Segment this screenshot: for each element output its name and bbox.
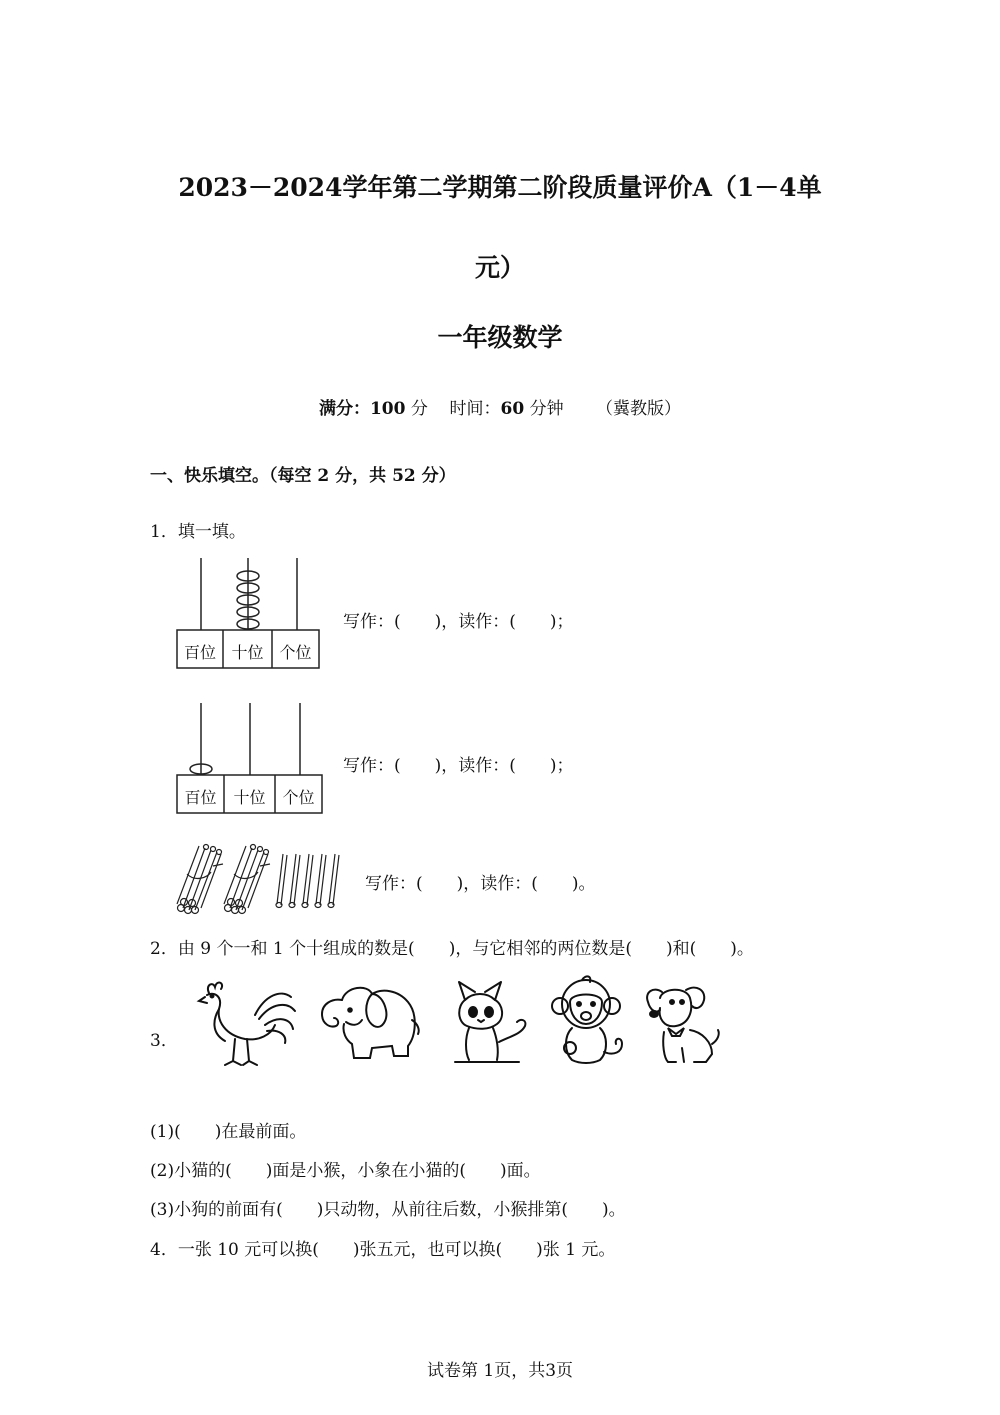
- full-score-label: 满分：: [318, 399, 370, 419]
- section-heading: 一、快乐填空。（每空 2 分，共 52 分）: [150, 466, 456, 486]
- monkey-icon: [550, 972, 630, 1070]
- page-footer: 试卷第 1页，共3页: [426, 1361, 574, 1381]
- time-value: 60: [500, 399, 525, 419]
- exam-title-line1: 2023－2024学年第二学期第二阶段质量评价A（1－4单: [178, 173, 822, 202]
- time-label: 时间：: [449, 399, 501, 419]
- rooster-icon: [195, 975, 300, 1070]
- question-2: 2．由 9 个一和 1 个十组成的数是( )，与它相邻的两位数是( )和( )。: [150, 939, 754, 959]
- edition: （冀教版）: [596, 399, 682, 419]
- q1-row2-answer: 写作：( )，读作：( )；: [343, 756, 574, 776]
- q1-row1-answer: 写作：( )，读作：( )；: [343, 612, 574, 632]
- place-label-ones: 个位: [282, 788, 315, 807]
- question-3-part-1: (1)( )在最前面。: [150, 1122, 307, 1142]
- question-1-stem: 1．填一填。: [150, 522, 246, 542]
- place-label-hundreds: 百位: [183, 643, 216, 662]
- question-3-number: 3．: [150, 1031, 178, 1051]
- time-unit: 分钟: [529, 399, 564, 419]
- sticks-figure: [165, 840, 355, 918]
- cat-icon: [445, 972, 530, 1067]
- place-label-hundreds: 百位: [184, 788, 217, 807]
- q1-row3-answer: 写作：( )，读作：( )。: [365, 874, 596, 894]
- exam-title-line2: 元）: [474, 253, 525, 282]
- exam-info: [0, 394, 1000, 419]
- elephant-icon: [312, 980, 424, 1065]
- place-label-tens: 十位: [233, 788, 266, 807]
- full-score-unit: 分: [410, 399, 428, 419]
- place-label-ones: 个位: [279, 643, 312, 662]
- question-3-part-3: (3)小狗的前面有( )只动物，从前往后数，小猴排第( )。: [150, 1200, 626, 1220]
- full-score-value: 100: [369, 399, 406, 419]
- question-4: 4．一张 10 元可以换( )张五元，也可以换( )张 1 元。: [150, 1240, 616, 1260]
- exam-subtitle: 一年级数学: [437, 323, 563, 352]
- dog-icon: [642, 978, 724, 1068]
- place-label-tens: 十位: [231, 643, 264, 662]
- question-3-part-2: (2)小猫的( )面是小猴，小象在小猫的( )面。: [150, 1161, 541, 1181]
